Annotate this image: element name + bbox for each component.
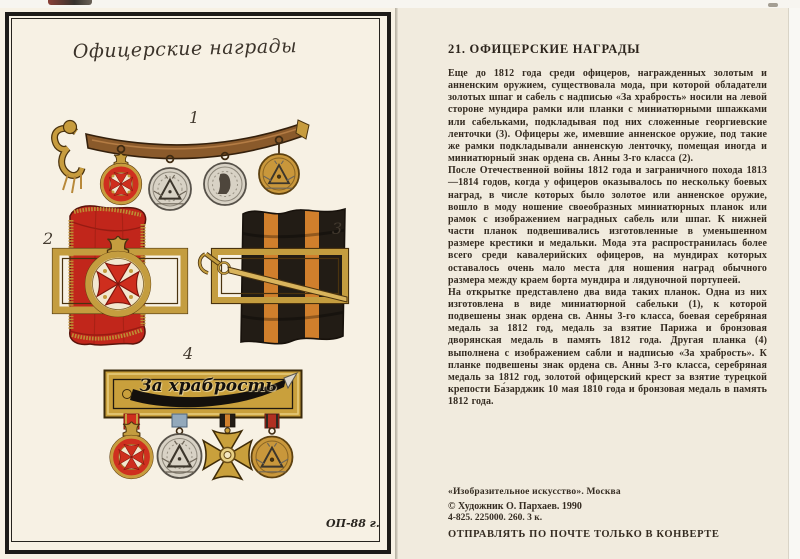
saber-hilt — [55, 121, 82, 194]
imprint-block — [448, 487, 778, 540]
scan-right-edge — [788, 8, 800, 559]
paragraph: После Отечественной войны 1812 года и заграничного похода 1813—1814 годов, когда у офицеров оказывалось по нескольку боевых наград, в числе которых было золотое или анненское оружие, вошло в моду ношение своеобразных миниатюрных планок или рамок с изображением наградных сабель или шпаг. К нижней части планок подвешивались изготовленные в уменьшенном размере крестики и медальки. Мода эта распространилась более всего среди кавалерийских офицеров, на мундирах которых оставалось очень мало места для ношения наград обычного размера между краем борта мундира и лядуночной портупеей. — [448, 165, 767, 286]
medal-capture-of-paris — [204, 163, 246, 205]
article-body — [448, 68, 767, 408]
medal-bronze-1812 — [252, 437, 293, 478]
awards-illustration — [0, 8, 395, 559]
medal-silver-1812 — [158, 434, 202, 478]
medal-order-st-anna — [101, 153, 142, 204]
scan-top-edge — [0, 0, 800, 8]
medal-silver-1812 — [149, 168, 191, 210]
illustration-title: Офицерские награды — [72, 35, 298, 63]
figure-number-3: 3 — [332, 219, 343, 238]
postcard-front-page — [0, 8, 395, 559]
postal-notice-line: ОТПРАВЛЯТЬ ПО ПОЧТЕ ТОЛЬКО В КОНВЕРТЕ — [448, 529, 720, 540]
article-heading: 21. ОФИЦЕРСКИЕ НАГРАДЫ — [448, 42, 641, 56]
scan-smudge — [768, 3, 778, 7]
publisher-line: «Изобразительное искусство». Москва — [448, 487, 621, 497]
figure1-miniature-saber-plank — [55, 120, 309, 210]
paragraph: На открытке представлено два вида таких планок. Одна из них изготовлена в виде миниатюрной сабельки (1), к которой подвешены знак ордена св. Анны 3-го класса, боевая серебряная медаль за 1812 год, медаль за взятие Парижа и бронзовая дворянская медаль в память 1812 года. Другая планка (4) выполнена с изображением сабли и надписью «За храбрость». К планке подвешены знак ордена св. Анны 3-го класса, серебряная медаль за 1812 год, золотой офицерский крест за взятие турецкой крепости Ба́зарджик 10 мая 1810 года и бронзовая медаль в память 1812 года. — [448, 286, 767, 408]
paragraph: Еще до 1812 года среди офицеров, награжденных золотым и анненским оружием, существовала мода, при которой обладатели золотых шпаг и сабель с надписью «За храбрость» носили на левой стороне мундира рамки или планки с миниатюрными шпажками или сабельками, подкладывая под них сложенные георгиевские ленточки (3). Офицеры же, имевшие анненское оружие, под такие же рамки подкладывали анненскую ленточку, помещая иногда и миниатюрный знак ордена св. Анны 3-го класса (2). — [448, 68, 767, 165]
figure-number-4: 4 — [183, 344, 194, 363]
figure-number-1: 1 — [189, 108, 200, 127]
postcard-back-page — [398, 8, 788, 559]
scan-smudge — [48, 0, 92, 5]
figure2-anna-ribbon-frame — [53, 206, 188, 345]
medal-order-st-anna — [110, 422, 153, 479]
plank-inscription: За храбрость — [139, 376, 277, 396]
artist-monogram: ОП-88 г. — [326, 517, 380, 530]
gold-officer-cross-bazardzhik — [203, 431, 251, 479]
medal-bronze-nobility-1812 — [259, 154, 299, 194]
figure-number-2: 2 — [43, 229, 54, 248]
figure3-george-ribbon-frame — [200, 203, 349, 348]
print-code-line: 4-825. 225000. 260. 3 к. — [448, 513, 543, 523]
copyright-line: © Художник О. Пархаев. 1990 — [448, 501, 582, 512]
